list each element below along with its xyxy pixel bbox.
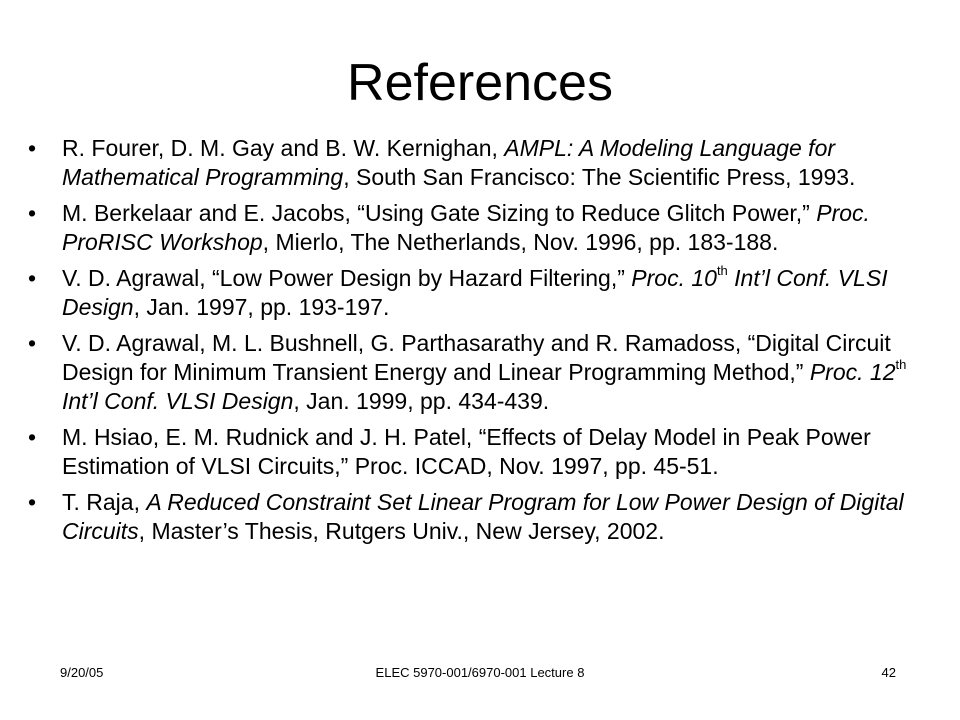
bullet: • [28,265,37,291]
reference-title: AMPL: A Modeling Language for Mathematical Programming [62,135,836,190]
footer-page-number: 42 [881,665,896,680]
reference-venue: Proc. 12 [809,359,896,385]
footer-date: 9/20/05 [60,665,104,680]
reference-item [20,488,925,546]
bullet: • [28,135,37,161]
reference-venue: Proc. 10 [631,265,717,291]
reference-text: , Master’s Thesis, Rutgers Univ., New Jersey, 2002. [138,518,665,544]
reference-venue: Int’l Conf. VLSI Design [62,388,294,414]
reference-text: , Mierlo, The Netherlands, Nov. 1996, pp. 183-188. [262,229,779,255]
reference-text: M. Hsiao, E. M. Rudnick and J. H. Patel, “Effects of Delay Model in Peak Power Estimation of VLSI Circuits,” Proc. ICCAD, Nov. 1997, pp. 45-51. [62,424,871,479]
bullet: • [28,489,37,515]
reference-item [20,199,925,257]
slide-title: References [347,54,613,112]
reference-text: , Jan. 1999, pp. 434-439. [293,388,550,414]
reference-item [20,134,925,192]
reference-text: , Jan. 1997, pp. 193-197. [133,294,390,320]
ordinal-superscript: th [716,263,728,279]
bullet: • [28,200,37,226]
reference-item [20,423,925,481]
reference-item [20,329,925,416]
reference-text: V. D. Agrawal, “Low Power Design by Hazard Filtering,” [62,265,632,291]
reference-text: V. D. Agrawal, M. L. Bushnell, G. Parthasarathy and R. Ramadoss, “Digital Circuit Design for Minimum Transient Energy and Linear Programming Method,” [62,330,891,385]
reference-text: M. Berkelaar and E. Jacobs, “Using Gate Sizing to Reduce Glitch Power,” [62,200,817,226]
reference-title: A Reduced Constraint Set Linear Program for Low Power Design of Digital Circuits [62,489,904,544]
reference-text: R. Fourer, D. M. Gay and B. W. Kernighan, [62,135,505,161]
bullet: • [28,424,37,450]
ordinal-superscript: th [895,357,907,373]
reference-venue: Proc. ProRISC Workshop [62,200,870,255]
bullet: • [28,330,37,356]
reference-text: , South San Francisco: The Scientific Press, 1993. [343,164,856,190]
reference-venue: Int’l Conf. VLSI Design [62,265,888,320]
footer-course: ELEC 5970-001/6970-001 Lecture 8 [375,665,585,680]
reference-text: T. Raja, [62,489,147,515]
reference-item [20,264,925,322]
reference-list [20,134,925,553]
